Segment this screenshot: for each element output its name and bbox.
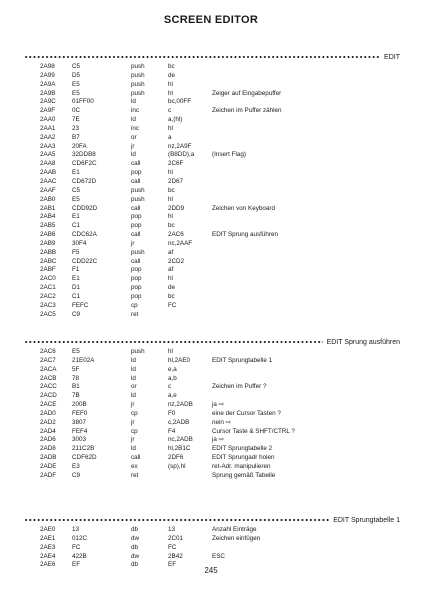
address: 2AA5 bbox=[40, 151, 56, 159]
address: 2AA3 bbox=[40, 142, 56, 150]
opcode-bytes: E1 bbox=[72, 275, 80, 283]
operand: 2C01 bbox=[168, 534, 184, 542]
mnemonic: pop bbox=[131, 266, 142, 274]
mnemonic: ld bbox=[131, 116, 136, 124]
operand: nc,2ADB bbox=[168, 436, 193, 444]
operand: 2AC6 bbox=[168, 231, 184, 239]
mnemonic: push bbox=[131, 71, 145, 79]
opcode-bytes: 30F4 bbox=[72, 239, 87, 247]
mnemonic: jr bbox=[131, 436, 135, 444]
address: 2A9C bbox=[40, 98, 56, 106]
opcode-bytes: 211C2B bbox=[72, 445, 95, 453]
mnemonic: pop bbox=[131, 169, 142, 177]
mnemonic: push bbox=[131, 195, 145, 203]
address: 2A9A bbox=[40, 80, 56, 88]
section-separator bbox=[24, 514, 400, 526]
listing-row bbox=[24, 348, 400, 357]
opcode-bytes: E1 bbox=[72, 213, 80, 221]
listing-row bbox=[24, 116, 400, 125]
opcode-bytes: 012C bbox=[72, 534, 88, 542]
dotted-rule bbox=[24, 56, 380, 58]
section-label: EDIT bbox=[384, 53, 400, 61]
listing-row bbox=[24, 151, 400, 160]
operand: bc bbox=[168, 222, 175, 230]
opcode-bytes: CDC62A bbox=[72, 231, 97, 239]
mnemonic: pop bbox=[131, 284, 142, 292]
listing-row bbox=[24, 357, 400, 366]
mnemonic: cp bbox=[131, 301, 138, 309]
listing-row bbox=[24, 383, 400, 392]
mnemonic: ex bbox=[131, 462, 138, 470]
address: 2AC1 bbox=[40, 284, 56, 292]
listing-row bbox=[24, 178, 400, 187]
address: 2AD0 bbox=[40, 409, 56, 417]
operand: a,(hl) bbox=[168, 116, 183, 124]
listing-row bbox=[24, 107, 400, 116]
listing-row bbox=[24, 98, 400, 107]
comment: EDIT Sprung ausführen bbox=[212, 231, 279, 239]
listing-section-edit-sprung bbox=[24, 336, 400, 481]
listing-row bbox=[24, 231, 400, 240]
page-title: SCREEN EDITOR bbox=[163, 14, 259, 26]
operand: e,a bbox=[168, 365, 177, 373]
comment: Anzahl Einträge bbox=[212, 526, 257, 533]
mnemonic: call bbox=[131, 231, 141, 239]
address: 2AA1 bbox=[40, 124, 56, 132]
address: 2AE1 bbox=[40, 534, 56, 542]
comment: Zeichen von Keyboard bbox=[212, 204, 276, 212]
opcode-bytes: B7 bbox=[72, 133, 80, 141]
comment: Zeichen im Puffer zählen bbox=[212, 107, 282, 115]
address: 2AE4 bbox=[40, 552, 56, 560]
comment: Zeichen einfügen bbox=[212, 534, 261, 542]
address: 2AD4 bbox=[40, 427, 56, 435]
address: 2A98 bbox=[40, 63, 55, 70]
address: 2AC0 bbox=[40, 275, 56, 283]
listing-row bbox=[24, 454, 400, 463]
listing-row bbox=[24, 366, 400, 375]
listing-row bbox=[24, 463, 400, 472]
operand: c bbox=[168, 383, 172, 391]
address: 2ADE bbox=[40, 462, 57, 470]
mnemonic: jr bbox=[131, 401, 135, 409]
address: 2AC5 bbox=[40, 310, 56, 318]
opcode-bytes: CDF62D bbox=[72, 454, 97, 462]
opcode-bytes: CD6F2C bbox=[72, 160, 97, 168]
mnemonic: jr bbox=[131, 239, 135, 247]
address: 2AAB bbox=[40, 169, 57, 177]
opcode-bytes: C1 bbox=[72, 222, 81, 230]
listing-section-edit bbox=[24, 51, 400, 319]
mnemonic: ret bbox=[131, 471, 139, 479]
opcode-bytes: C5 bbox=[72, 186, 81, 194]
mnemonic: or bbox=[131, 133, 137, 141]
section-label: EDIT Sprung ausführen bbox=[326, 338, 400, 346]
operand: hl bbox=[168, 80, 173, 88]
listing-row bbox=[24, 311, 400, 320]
operand: F0 bbox=[168, 409, 176, 417]
listing-row bbox=[24, 240, 400, 249]
listing-row bbox=[24, 134, 400, 143]
listing-row bbox=[24, 392, 400, 401]
mnemonic: pop bbox=[131, 222, 142, 230]
listing-row bbox=[24, 196, 400, 205]
address: 2AD2 bbox=[40, 418, 56, 426]
opcode-bytes: D1 bbox=[72, 284, 81, 292]
comment: Sprung gemäß Tabelle bbox=[212, 471, 276, 479]
opcode-bytes: 13 bbox=[72, 526, 80, 533]
page-number: 245 bbox=[204, 566, 218, 575]
comment: ja ⇨ bbox=[212, 401, 224, 409]
comment: Cursor Taste & SHFT/CTRL ? bbox=[212, 427, 295, 435]
mnemonic: dw bbox=[131, 552, 140, 560]
operand: FC bbox=[168, 301, 177, 309]
opcode-bytes: 20FA bbox=[72, 142, 87, 150]
mnemonic: ld bbox=[131, 374, 136, 382]
address: 2AB0 bbox=[40, 195, 56, 203]
operand: hl bbox=[168, 89, 173, 97]
address: 2AB9 bbox=[40, 239, 56, 247]
listing-row bbox=[24, 302, 400, 311]
mnemonic: ld bbox=[131, 98, 136, 106]
address: 2AD6 bbox=[40, 436, 56, 444]
listing-row bbox=[24, 63, 400, 72]
operand: 2D67 bbox=[168, 177, 184, 185]
opcode-bytes: D5 bbox=[72, 71, 81, 79]
mnemonic: db bbox=[131, 543, 139, 551]
mnemonic: ld bbox=[131, 445, 136, 453]
opcode-bytes: FEF4 bbox=[72, 427, 88, 435]
listing-row bbox=[24, 187, 400, 196]
opcode-bytes: 0C bbox=[72, 107, 81, 115]
operand: hl bbox=[168, 275, 173, 283]
mnemonic: pop bbox=[131, 292, 142, 300]
listing-row bbox=[24, 169, 400, 178]
operand: nz,2ADB bbox=[168, 401, 193, 409]
operand: hl,2B1C bbox=[168, 445, 191, 453]
opcode-bytes: F5 bbox=[72, 248, 80, 256]
operand: 2DF6 bbox=[168, 454, 184, 462]
opcode-bytes: 78 bbox=[72, 374, 80, 382]
operand: 2DD9 bbox=[168, 204, 185, 212]
address: 2AC7 bbox=[40, 356, 56, 364]
operand: nc,2AAF bbox=[168, 239, 193, 247]
operand: FC bbox=[168, 543, 177, 551]
mnemonic: db bbox=[131, 526, 139, 533]
opcode-bytes: 01FF00 bbox=[72, 98, 94, 106]
address: 2AD8 bbox=[40, 445, 56, 453]
mnemonic: or bbox=[131, 383, 137, 391]
comment: eine der Cursor Tasten ? bbox=[212, 409, 281, 417]
opcode-bytes: E3 bbox=[72, 462, 80, 470]
listing-section-sprungtabelle-1 bbox=[24, 514, 400, 570]
address: 2AA8 bbox=[40, 160, 56, 168]
address: 2AB1 bbox=[40, 204, 56, 212]
comment: EDIT Sprungadr holen bbox=[212, 454, 275, 462]
operand: bc bbox=[168, 63, 175, 70]
operand: 13 bbox=[168, 526, 176, 533]
operand: a bbox=[168, 133, 172, 141]
address: 2AAC bbox=[40, 177, 57, 185]
opcode-bytes: FC bbox=[72, 543, 81, 551]
operand: bc bbox=[168, 186, 175, 194]
operand: hl bbox=[168, 124, 173, 132]
listing-row bbox=[24, 526, 400, 535]
mnemonic: db bbox=[131, 561, 139, 569]
listing-row bbox=[24, 535, 400, 544]
operand: a,b bbox=[168, 374, 177, 382]
opcode-bytes: 32DDB8 bbox=[72, 151, 96, 159]
operand: bc bbox=[168, 292, 175, 300]
opcode-bytes: 5F bbox=[72, 365, 80, 373]
section-separator bbox=[24, 336, 400, 348]
operand: bc,00FF bbox=[168, 98, 192, 106]
opcode-bytes: E5 bbox=[72, 89, 80, 97]
mnemonic: push bbox=[131, 63, 145, 70]
opcode-bytes: 21E02A bbox=[72, 356, 95, 364]
listing-row bbox=[24, 428, 400, 437]
opcode-bytes: CDD22C bbox=[72, 257, 98, 265]
operand: hl bbox=[168, 213, 173, 221]
opcode-bytes: B1 bbox=[72, 383, 80, 391]
opcode-bytes: C5 bbox=[72, 63, 81, 70]
listing-row bbox=[24, 205, 400, 214]
opcode-bytes: C9 bbox=[72, 471, 81, 479]
listing-row bbox=[24, 160, 400, 169]
mnemonic: push bbox=[131, 80, 145, 88]
operand: af bbox=[168, 266, 174, 274]
address: 2AC2 bbox=[40, 292, 56, 300]
comment: EDIT Sprungtabelle 2 bbox=[212, 445, 273, 453]
opcode-bytes: 3807 bbox=[72, 418, 87, 426]
listing-row bbox=[24, 436, 400, 445]
mnemonic: ld bbox=[131, 392, 136, 400]
address: 2AAF bbox=[40, 186, 56, 194]
address: 2ABF bbox=[40, 266, 56, 274]
address: 2AC3 bbox=[40, 301, 56, 309]
listing-row bbox=[24, 258, 400, 267]
address: 2AB5 bbox=[40, 222, 56, 230]
mnemonic: call bbox=[131, 204, 141, 212]
mnemonic: ld bbox=[131, 356, 136, 364]
listing-row bbox=[24, 275, 400, 284]
operand: c bbox=[168, 107, 172, 115]
address: 2ACC bbox=[40, 383, 57, 391]
address: 2AE3 bbox=[40, 543, 56, 551]
listing-row bbox=[24, 125, 400, 134]
opcode-bytes: 3003 bbox=[72, 436, 87, 444]
listing-row bbox=[24, 553, 400, 562]
opcode-bytes: C9 bbox=[72, 310, 81, 318]
mnemonic: pop bbox=[131, 213, 142, 221]
opcode-bytes: FEF0 bbox=[72, 409, 88, 417]
opcode-bytes: 422B bbox=[72, 552, 87, 560]
opcode-bytes: 7E bbox=[72, 116, 80, 124]
listing-row bbox=[24, 445, 400, 454]
operand: hl bbox=[168, 348, 173, 355]
operand: (B8DD),a bbox=[168, 151, 195, 159]
mnemonic: push bbox=[131, 248, 145, 256]
listing-row bbox=[24, 249, 400, 258]
operand: a,e bbox=[168, 392, 177, 400]
listing-row bbox=[24, 266, 400, 275]
operand: 2CD2 bbox=[168, 257, 185, 265]
mnemonic: cp bbox=[131, 409, 138, 417]
address: 2AE6 bbox=[40, 561, 56, 569]
address: 2ADB bbox=[40, 454, 57, 462]
mnemonic: call bbox=[131, 454, 141, 462]
operand: nz,2A9F bbox=[168, 142, 192, 150]
listing-row bbox=[24, 410, 400, 419]
mnemonic: call bbox=[131, 257, 141, 265]
operand: de bbox=[168, 284, 176, 292]
address: 2AB6 bbox=[40, 231, 56, 239]
comment: ESC bbox=[212, 552, 225, 560]
comment: Zeiger auf Eingabepuffer bbox=[212, 89, 282, 97]
section-label: EDIT Sprungtabelle 1 bbox=[333, 516, 400, 524]
address: 2ACE bbox=[40, 401, 57, 409]
listing-row bbox=[24, 401, 400, 410]
mnemonic: dw bbox=[131, 534, 140, 542]
address: 2AE0 bbox=[40, 526, 56, 533]
mnemonic: cp bbox=[131, 427, 138, 435]
opcode-bytes: EF bbox=[72, 561, 81, 569]
address: 2ADF bbox=[40, 471, 57, 479]
listing-row bbox=[24, 81, 400, 90]
operand: hl,2AE0 bbox=[168, 356, 191, 364]
mnemonic: inc bbox=[131, 107, 140, 115]
dotted-rule bbox=[24, 519, 329, 521]
mnemonic: push bbox=[131, 89, 145, 97]
opcode-bytes: FEFC bbox=[72, 301, 89, 309]
address: 2AA2 bbox=[40, 133, 56, 141]
opcode-bytes: C1 bbox=[72, 292, 81, 300]
address: 2AA0 bbox=[40, 116, 56, 124]
address: 2A9B bbox=[40, 89, 56, 97]
address: 2ABB bbox=[40, 248, 57, 256]
listing-row bbox=[24, 375, 400, 384]
address: 2A9F bbox=[40, 107, 56, 115]
mnemonic: jr bbox=[131, 142, 135, 150]
listing-row bbox=[24, 284, 400, 293]
comment: Zeichen im Puffer ? bbox=[212, 383, 267, 391]
mnemonic: inc bbox=[131, 124, 140, 132]
listing-row bbox=[24, 419, 400, 428]
operand: (sp),hl bbox=[168, 462, 186, 470]
opcode-bytes: E5 bbox=[72, 80, 80, 88]
listing-row bbox=[24, 143, 400, 152]
listing-row bbox=[24, 293, 400, 302]
listing-row bbox=[24, 472, 400, 481]
mnemonic: push bbox=[131, 186, 145, 194]
address: 2AC6 bbox=[40, 348, 56, 355]
operand: hl bbox=[168, 195, 173, 203]
dotted-rule bbox=[24, 341, 323, 343]
opcode-bytes: 7B bbox=[72, 392, 80, 400]
comment: ret-Adr. manipulieren bbox=[212, 462, 271, 470]
operand: de bbox=[168, 71, 176, 79]
listing-row bbox=[24, 213, 400, 222]
opcode-bytes: 23 bbox=[72, 124, 80, 132]
opcode-bytes: E5 bbox=[72, 348, 80, 355]
operand: F4 bbox=[168, 427, 176, 435]
address: 2ACB bbox=[40, 374, 57, 382]
opcode-bytes: F1 bbox=[72, 266, 80, 274]
address: 2A99 bbox=[40, 71, 55, 79]
mnemonic: push bbox=[131, 348, 145, 355]
mnemonic: call bbox=[131, 160, 141, 168]
mnemonic: jr bbox=[131, 418, 135, 426]
comment: nein ⇨ bbox=[212, 418, 231, 426]
operand: 2B42 bbox=[168, 552, 183, 560]
address: 2AB4 bbox=[40, 213, 56, 221]
comment: EDIT Sprungtabelle 1 bbox=[212, 356, 273, 364]
opcode-bytes: E5 bbox=[72, 195, 80, 203]
section-separator bbox=[24, 51, 400, 63]
opcode-bytes: CD672D bbox=[72, 177, 97, 185]
address: 2ABC bbox=[40, 257, 57, 265]
operand: EF bbox=[168, 561, 177, 569]
opcode-bytes: 200B bbox=[72, 401, 87, 409]
mnemonic: call bbox=[131, 177, 141, 185]
operand: af bbox=[168, 248, 174, 256]
mnemonic: ld bbox=[131, 151, 136, 159]
mnemonic: ret bbox=[131, 310, 139, 318]
listing-row bbox=[24, 90, 400, 99]
listing-row bbox=[24, 222, 400, 231]
operand: 2C6F bbox=[168, 160, 184, 168]
opcode-bytes: E1 bbox=[72, 169, 80, 177]
mnemonic: ld bbox=[131, 365, 136, 373]
address: 2ACA bbox=[40, 365, 57, 373]
mnemonic: pop bbox=[131, 275, 142, 283]
listing-row bbox=[24, 544, 400, 553]
listing-row bbox=[24, 72, 400, 81]
operand: c,2ADB bbox=[168, 418, 190, 426]
comment: (Insert Flag) bbox=[212, 151, 246, 159]
opcode-bytes: CDD92D bbox=[72, 204, 98, 212]
operand: hl bbox=[168, 169, 173, 177]
address: 2ACD bbox=[40, 392, 57, 400]
comment: ja ⇨ bbox=[212, 436, 224, 444]
